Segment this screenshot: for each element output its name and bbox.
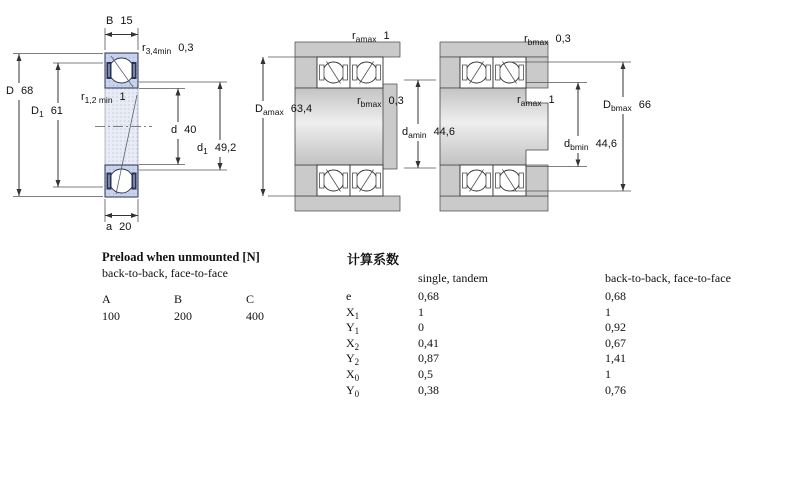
preload-value-a: 100	[102, 309, 120, 323]
preload-value-row	[102, 309, 318, 324]
dim-label-rbmax-a: $r_{bmax}$ 0,3	[357, 95, 404, 109]
dim-label-dbmin: $d_{bmin}$ 44,6	[564, 138, 617, 152]
preload-title: Preload when unmounted [N]	[102, 250, 260, 264]
dim-label-r12min: $r_{1,2 min}$ 1	[81, 91, 126, 105]
dim-label-Damax: $D_{amax}$ 63,4	[255, 103, 313, 117]
preload-header-c: C	[246, 292, 255, 306]
dim-label-damin: $d_{amin}$ 44,6	[402, 126, 455, 140]
preload-header-row	[102, 292, 318, 307]
preload-value-c: 400	[246, 309, 264, 323]
dim-label-rbmax-b: $r_{bmax}$ 0,3	[524, 33, 571, 47]
preload-header-b: B	[174, 292, 183, 306]
dim-label-Dbmax: $D_{bmax}$ 66	[603, 99, 651, 113]
dim-label-d: d 40	[171, 124, 197, 136]
dim-label-D: D 68	[6, 85, 34, 97]
dim-label-ramax-b: $r_{amax}$ 1	[517, 94, 555, 108]
preload-subtitle: back-to-back, face-to-face	[102, 266, 228, 280]
bearing-datasheet-page: B 15 $r_{3,4min}$ 0,3 D 68 $D_1$ 61 $r_{1,2 min}$ 1 d 40 $d_1$ 49,2 a 20 $r_{amax}$ 1 $D_{amax}$ 63,4 $r_{bmax}$ 0,3 $d_{amin}$ 44,6 $r_{bmax}$ 0,3 $r_{amax}$ 1 $D_{bmax}$ 66 $d_{bmin}$ 44,6 Preload when unmounted [N] back-to-back, face-to-face A B C 100 200 400 计算系数 single, tandem back-to-back, face-to-face e 0,68 0,68 $X_1$ 1 1 $Y_1$ 0 0,92 $X_2$ 0,41 0,67 $Y_2$ 0,87 1,41 $X_0$ 0,5 1 $Y_0$ 0,38 0,76	[0, 0, 800, 500]
factors-col1-header: single, tandem	[418, 271, 488, 285]
dim-label-a: a 20	[106, 221, 132, 233]
dim-label-B: B 15	[106, 15, 133, 27]
preload-header-a: A	[102, 292, 111, 306]
factors-title: 计算系数	[347, 252, 400, 267]
mounting-diagram-b	[440, 42, 631, 211]
preload-value-b: 200	[174, 309, 192, 323]
diagrams-artwork	[0, 0, 800, 245]
dim-label-ramax-a: $r_{amax}$ 1	[352, 30, 390, 44]
factors-col2-header: back-to-back, face-to-face	[605, 271, 731, 285]
dim-label-r34min: $r_{3,4min}$ 0,3	[142, 42, 194, 56]
dim-label-D1: $D_1$ 61	[31, 105, 63, 119]
dim-label-d1: $d_1$ 49,2	[197, 142, 237, 156]
